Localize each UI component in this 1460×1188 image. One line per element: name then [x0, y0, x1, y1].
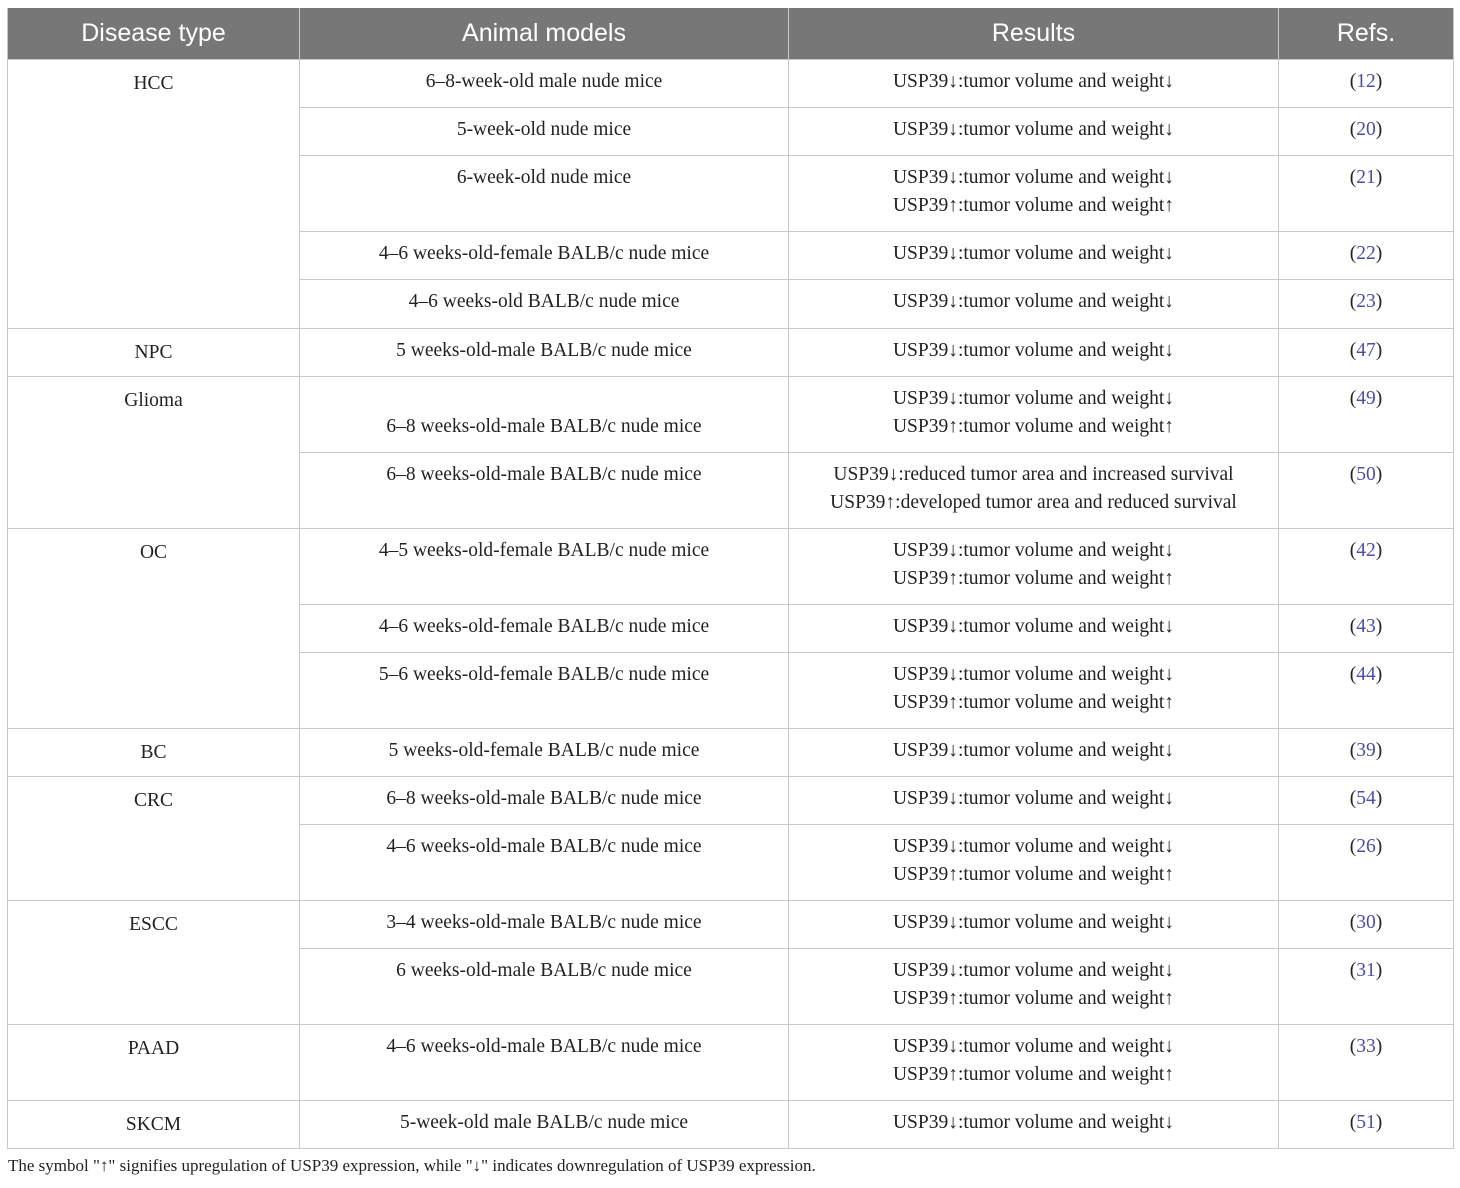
result-line: USP39↓:tumor volume and weight↓	[892, 960, 1175, 981]
results-cell	[789, 329, 1279, 377]
animal-model-cell	[300, 156, 789, 232]
result-line: USP39↓:tumor volume and weight↓	[892, 1036, 1175, 1057]
refs-cell: (33)	[1279, 1025, 1454, 1101]
header-results: Results	[789, 8, 1279, 60]
header-refs: Refs.	[1279, 8, 1454, 60]
reference-link[interactable]: 31	[1356, 960, 1376, 981]
table-row	[8, 901, 1454, 949]
refs-cell: (47)	[1279, 329, 1454, 377]
animal-model-cell	[300, 60, 789, 108]
animal-model-text: 4–5 weeks-old-female BALB/c nude mice	[378, 540, 710, 561]
results-cell	[789, 232, 1279, 280]
animal-model-cell	[300, 1101, 789, 1149]
refs-cell: (20)	[1279, 108, 1454, 156]
result-line: USP39↑:tumor volume and weight↑	[892, 987, 1175, 1009]
disease-type-cell: CRC	[8, 777, 300, 901]
animal-model-text: 6–8 weeks-old-male BALB/c nude mice	[386, 788, 702, 809]
animal-model-text: 5-week-old male BALB/c nude mice	[399, 1112, 689, 1133]
refs-cell: (26)	[1279, 825, 1454, 901]
result-line: USP39↓:tumor volume and weight↓	[892, 291, 1175, 312]
refs-cell: (21)	[1279, 156, 1454, 232]
results-cell	[789, 1025, 1279, 1101]
refs-cell: (51)	[1279, 1101, 1454, 1149]
refs-cell: (12)	[1279, 60, 1454, 108]
animal-model-cell	[300, 949, 789, 1025]
animal-model-text: 6-week-old nude mice	[456, 167, 632, 188]
animal-model-cell	[300, 529, 789, 605]
results-cell	[789, 280, 1279, 329]
animal-model-text: 5–6 weeks-old-female BALB/c nude mice	[378, 664, 710, 685]
result-line: USP39↓:reduced tumor area and increased survival	[833, 464, 1234, 485]
table-row	[8, 377, 1454, 453]
reference-link[interactable]: 39	[1356, 740, 1376, 761]
result-line: USP39↓:tumor volume and weight↓	[892, 740, 1175, 761]
results-cell	[789, 825, 1279, 901]
refs-cell: (30)	[1279, 901, 1454, 949]
animal-model-cell	[300, 653, 789, 729]
result-line: USP39↓:tumor volume and weight↓	[892, 664, 1175, 685]
result-line: USP39↑:developed tumor area and reduced survival	[830, 491, 1237, 513]
animal-model-cell	[300, 329, 789, 377]
refs-cell: (22)	[1279, 232, 1454, 280]
reference-link[interactable]: 20	[1356, 119, 1376, 140]
animal-model-text: 4–6 weeks-old-male BALB/c nude mice	[386, 1036, 702, 1057]
header-animal-models: Animal models	[300, 8, 789, 60]
results-cell	[789, 1101, 1279, 1149]
animal-model-text: 5 weeks-old-male BALB/c nude mice	[396, 340, 692, 361]
animal-model-cell	[300, 453, 789, 529]
refs-cell: (54)	[1279, 777, 1454, 825]
animal-model-cell	[300, 605, 789, 653]
result-line: USP39↓:tumor volume and weight↓	[892, 1112, 1175, 1133]
refs-cell: (42)	[1279, 529, 1454, 605]
animal-model-text: 4–6 weeks-old-female BALB/c nude mice	[378, 616, 710, 637]
disease-type-cell: NPC	[8, 329, 300, 377]
table-footnote: The symbol "↑" signifies upregulation of USP39 expression, while "↓" indicates downregulation of USP39 expression.	[8, 1156, 816, 1175]
animal-model-text: 5-week-old nude mice	[456, 119, 632, 140]
animal-model-text: 6–8-week-old male nude mice	[425, 71, 663, 92]
disease-type-cell: ESCC	[8, 901, 300, 1025]
result-line: USP39↓:tumor volume and weight↓	[892, 388, 1175, 409]
animal-model-text: 4–6 weeks-old-male BALB/c nude mice	[386, 836, 702, 857]
disease-type-cell: OC	[8, 529, 300, 729]
result-line: USP39↓:tumor volume and weight↓	[892, 243, 1175, 264]
reference-link[interactable]: 42	[1356, 540, 1376, 561]
reference-link[interactable]: 12	[1356, 71, 1376, 92]
animal-model-text: 4–6 weeks-old BALB/c nude mice	[408, 291, 680, 312]
animal-model-text: 6 weeks-old-male BALB/c nude mice	[396, 960, 692, 981]
refs-cell: (49)	[1279, 377, 1454, 453]
reference-link[interactable]: 54	[1356, 788, 1376, 809]
result-line: USP39↑:tumor volume and weight↑	[892, 863, 1175, 885]
result-line: USP39↑:tumor volume and weight↑	[892, 691, 1175, 713]
animal-model-text: 5 weeks-old-female BALB/c nude mice	[388, 740, 700, 761]
refs-cell: (43)	[1279, 605, 1454, 653]
animal-model-cell	[300, 1025, 789, 1101]
reference-link[interactable]: 43	[1356, 616, 1376, 637]
reference-link[interactable]: 23	[1356, 291, 1376, 312]
reference-link[interactable]: 50	[1356, 464, 1376, 485]
reference-link[interactable]: 26	[1356, 836, 1376, 857]
result-line: USP39↓:tumor volume and weight↓	[892, 616, 1175, 637]
results-cell	[789, 108, 1279, 156]
result-line: USP39↑:tumor volume and weight↑	[892, 415, 1175, 437]
results-cell	[789, 377, 1279, 453]
table-row	[8, 1101, 1454, 1149]
table-row	[8, 529, 1454, 605]
table-row	[8, 329, 1454, 377]
results-cell	[789, 777, 1279, 825]
table-header-row	[8, 8, 1454, 60]
result-line: USP39↓:tumor volume and weight↓	[892, 340, 1175, 361]
animal-model-text: 4–6 weeks-old-female BALB/c nude mice	[378, 243, 710, 264]
table-body	[8, 60, 1454, 1149]
disease-type-cell: HCC	[8, 60, 300, 329]
results-cell	[789, 453, 1279, 529]
result-line: USP39↑:tumor volume and weight↑	[892, 567, 1175, 589]
reference-link[interactable]: 21	[1356, 167, 1376, 188]
reference-link[interactable]: 51	[1356, 1112, 1376, 1133]
animal-model-cell	[300, 901, 789, 949]
result-line: USP39↓:tumor volume and weight↓	[892, 167, 1175, 188]
result-line: USP39↑:tumor volume and weight↑	[892, 194, 1175, 216]
results-cell	[789, 653, 1279, 729]
results-cell	[789, 729, 1279, 777]
reference-link[interactable]: 22	[1356, 243, 1376, 264]
animal-model-cell	[300, 377, 789, 453]
result-line: USP39↓:tumor volume and weight↓	[892, 119, 1175, 140]
refs-cell: (44)	[1279, 653, 1454, 729]
table-row	[8, 777, 1454, 825]
result-line: USP39↓:tumor volume and weight↓	[892, 912, 1175, 933]
refs-cell: (50)	[1279, 453, 1454, 529]
refs-cell: (31)	[1279, 949, 1454, 1025]
animal-model-cell	[300, 280, 789, 329]
results-cell	[789, 605, 1279, 653]
animal-model-text: 6–8 weeks-old-male BALB/c nude mice	[386, 464, 702, 485]
header-disease-type: Disease type	[8, 8, 300, 60]
disease-type-cell: SKCM	[8, 1101, 300, 1149]
results-cell	[789, 156, 1279, 232]
reference-link[interactable]: 30	[1356, 912, 1376, 933]
reference-link[interactable]: 49	[1356, 388, 1376, 409]
animal-model-text: 6–8 weeks-old-male BALB/c nude mice	[386, 415, 702, 437]
refs-cell: (39)	[1279, 729, 1454, 777]
animal-model-cell	[300, 825, 789, 901]
result-line: USP39↓:tumor volume and weight↓	[892, 71, 1175, 92]
results-cell	[789, 60, 1279, 108]
disease-type-cell: PAAD	[8, 1025, 300, 1101]
result-line: USP39↓:tumor volume and weight↓	[892, 540, 1175, 561]
table-row	[8, 729, 1454, 777]
table-row	[8, 1025, 1454, 1101]
animal-model-cell	[300, 729, 789, 777]
reference-link[interactable]: 33	[1356, 1036, 1376, 1057]
reference-link[interactable]: 44	[1356, 664, 1376, 685]
disease-type-cell: Glioma	[8, 377, 300, 529]
animal-model-text: 3–4 weeks-old-male BALB/c nude mice	[386, 912, 702, 933]
animal-model-cell	[300, 108, 789, 156]
results-cell	[789, 949, 1279, 1025]
results-table	[7, 8, 1454, 1149]
result-line: USP39↓:tumor volume and weight↓	[892, 836, 1175, 857]
results-cell	[789, 529, 1279, 605]
disease-type-cell: BC	[8, 729, 300, 777]
animal-model-cell	[300, 232, 789, 280]
animal-model-cell	[300, 777, 789, 825]
refs-cell: (23)	[1279, 280, 1454, 329]
result-line: USP39↓:tumor volume and weight↓	[892, 788, 1175, 809]
results-cell	[789, 901, 1279, 949]
result-line: USP39↑:tumor volume and weight↑	[892, 1063, 1175, 1085]
table-row	[8, 60, 1454, 108]
reference-link[interactable]: 47	[1356, 340, 1376, 361]
